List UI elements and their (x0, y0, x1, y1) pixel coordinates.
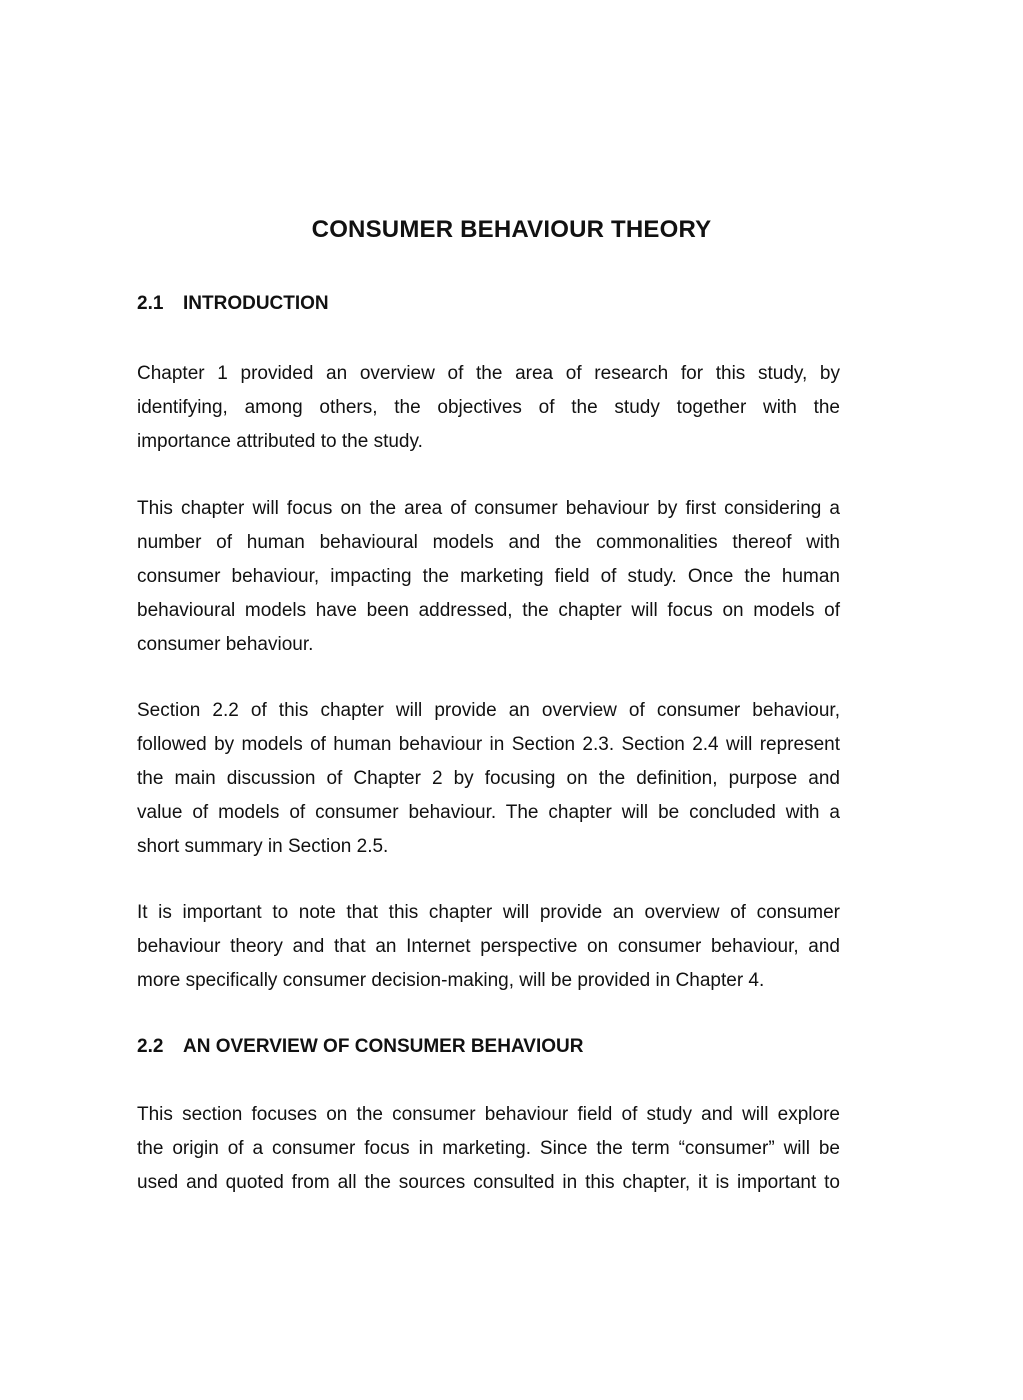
text-line: identifying, among others, the objectives of the study together with the (137, 397, 840, 418)
text-line: Chapter 1 provided an overview of the area of research for this study, by (137, 363, 840, 384)
section-number: 2.1 (137, 293, 164, 314)
page-title: CONSUMER BEHAVIOUR THEORY (311, 216, 712, 243)
text-line: This section focuses on the consumer behaviour field of study and will explore (137, 1104, 840, 1125)
text-line: the origin of a consumer focus in marketing. Since the term “consumer” will be (137, 1138, 840, 1159)
text-line: used and quoted from all the sources consulted in this chapter, it is important to (137, 1172, 840, 1193)
section-heading-2-1 (137, 293, 329, 315)
section-title: INTRODUCTION (183, 293, 329, 314)
paragraph (137, 694, 840, 864)
paragraph (137, 1098, 840, 1200)
text-line: It is important to note that this chapter will provide an overview of consumer (137, 902, 840, 923)
text-line: importance attributed to the study. (137, 431, 423, 452)
text-line: This chapter will focus on the area of consumer behaviour by first considering a (137, 498, 840, 519)
text-line: value of models of consumer behaviour. The chapter will be concluded with a (137, 802, 840, 823)
paragraph (137, 492, 840, 662)
text-line: more specifically consumer decision-making, will be provided in Chapter 4. (137, 970, 765, 991)
text-line: the main discussion of Chapter 2 by focusing on the definition, purpose and (137, 768, 840, 789)
text-line: behavioural models have been addressed, the chapter will focus on models of (137, 600, 840, 621)
text-line: number of human behavioural models and the commonalities thereof with (137, 532, 840, 553)
text-line: followed by models of human behaviour in Section 2.3. Section 2.4 will represent (137, 734, 840, 755)
text-line: Section 2.2 of this chapter will provide an overview of consumer behaviour, (137, 700, 840, 721)
paragraph (137, 357, 840, 459)
paragraph (137, 896, 840, 998)
section-number: 2.2 (137, 1036, 164, 1057)
text-line: behaviour theory and that an Internet perspective on consumer behaviour, and (137, 936, 840, 957)
section-heading-2-2 (137, 1036, 583, 1058)
text-line: consumer behaviour. (137, 634, 314, 655)
text-line: short summary in Section 2.5. (137, 836, 389, 857)
section-title: AN OVERVIEW OF CONSUMER BEHAVIOUR (183, 1036, 584, 1057)
text-line: consumer behaviour, impacting the marketing field of study. Once the human (137, 566, 840, 587)
